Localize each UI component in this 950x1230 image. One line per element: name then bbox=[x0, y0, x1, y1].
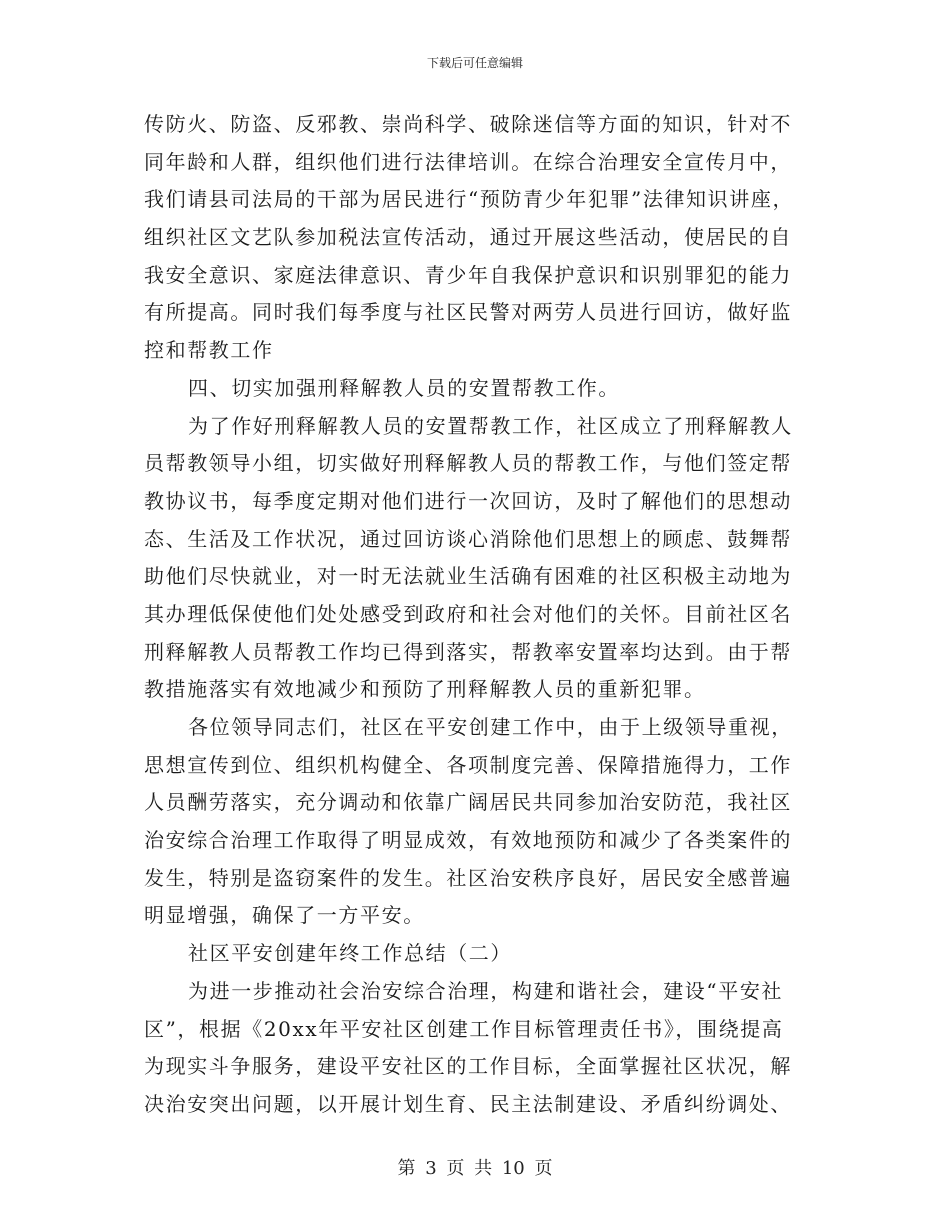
text-line: 刑释解教人员帮教工作均已得到落实，帮教率安置率均达到。由于帮 bbox=[144, 639, 792, 664]
text-line: 其办理低保使他们处处感受到政府和社会对他们的关怀。目前社区名 bbox=[144, 601, 792, 626]
document-body bbox=[144, 106, 806, 1124]
text-line: 我们请县司法局的干部为居民进行“预防青少年犯罪”法律知识讲座， bbox=[144, 187, 795, 212]
text-line: 教协议书，每季度定期对他们进行一次回访，及时了解他们的思想动 bbox=[144, 488, 792, 513]
text-line: 为进一步推动社会治安综合治理，构建和谐社会，建设“平安社 bbox=[188, 978, 784, 1003]
text-line: 助他们尽快就业，对一时无法就业生活确有困难的社区积极主动地为 bbox=[144, 564, 792, 589]
text-line: 为了作好刑释解教人员的安置帮教工作，社区成立了刑释解教人 bbox=[188, 413, 793, 438]
text-line: 人员酬劳落实，充分调动和依靠广阔居民共同参加治安防范，我社区 bbox=[144, 790, 792, 815]
text-line: 社区平安创建年终工作总结（二） bbox=[188, 941, 512, 966]
text-line: 治安综合治理工作取得了明显成效，有效地预防和减少了各类案件的 bbox=[144, 828, 792, 853]
text-line: 四、切实加强刑释解教人员的安置帮教工作。 bbox=[188, 375, 620, 400]
text-line: 明显增强，确保了一方平安。 bbox=[144, 903, 425, 928]
text-line: 区”，根据《20xx年平安社区创建工作目标管理责任书》，围绕提高 bbox=[144, 1016, 784, 1041]
text-line: 传防火、防盗、反邪教、崇尚科学、破除迷信等方面的知识，针对不 bbox=[144, 112, 792, 136]
text-line: 决治安突出问题，以开展计划生育、民主法制建设、矛盾纠纷调处、 bbox=[144, 1091, 792, 1116]
text-line: 为现实斗争服务，建设平安社区的工作目标，全面掌握社区状况，解 bbox=[144, 1054, 792, 1079]
text-line: 思想宣传到位、组织机构健全、各项制度完善、保障措施得力，工作 bbox=[144, 752, 792, 777]
text-line: 发生，特别是盗窃案件的发生。社区治安秩序良好，居民安全感普遍 bbox=[144, 865, 792, 890]
text-line: 我安全意识、家庭法律意识、青少年自我保护意识和识别罪犯的能力 bbox=[144, 262, 792, 287]
text-line: 控和帮教工作 bbox=[144, 338, 274, 363]
page-footer: 第 3 页 共 10 页 bbox=[397, 1158, 553, 1179]
text-line: 有所提高。同时我们每季度与社区民警对两劳人员进行回访，做好监 bbox=[144, 300, 792, 325]
text-line: 同年龄和人群，组织他们进行法律培训。在综合治理安全宣传月中， bbox=[144, 149, 792, 174]
header-note: 下载后可任意编辑 bbox=[426, 56, 523, 70]
text-line: 员帮教领导小组，切实做好刑释解教人员的帮教工作，与他们签定帮 bbox=[144, 451, 792, 476]
text-line: 组织社区文艺队参加税法宣传活动，通过开展这些活动，使居民的自 bbox=[144, 225, 792, 250]
text-line: 各位领导同志们，社区在平安创建工作中，由于上级领导重视， bbox=[188, 715, 793, 739]
text-line: 态、生活及工作状况，通过回访谈心消除他们思想上的顾虑、鼓舞帮 bbox=[144, 526, 792, 551]
text-line: 教措施落实有效地减少和预防了刑释解教人员的重新犯罪。 bbox=[144, 677, 706, 702]
